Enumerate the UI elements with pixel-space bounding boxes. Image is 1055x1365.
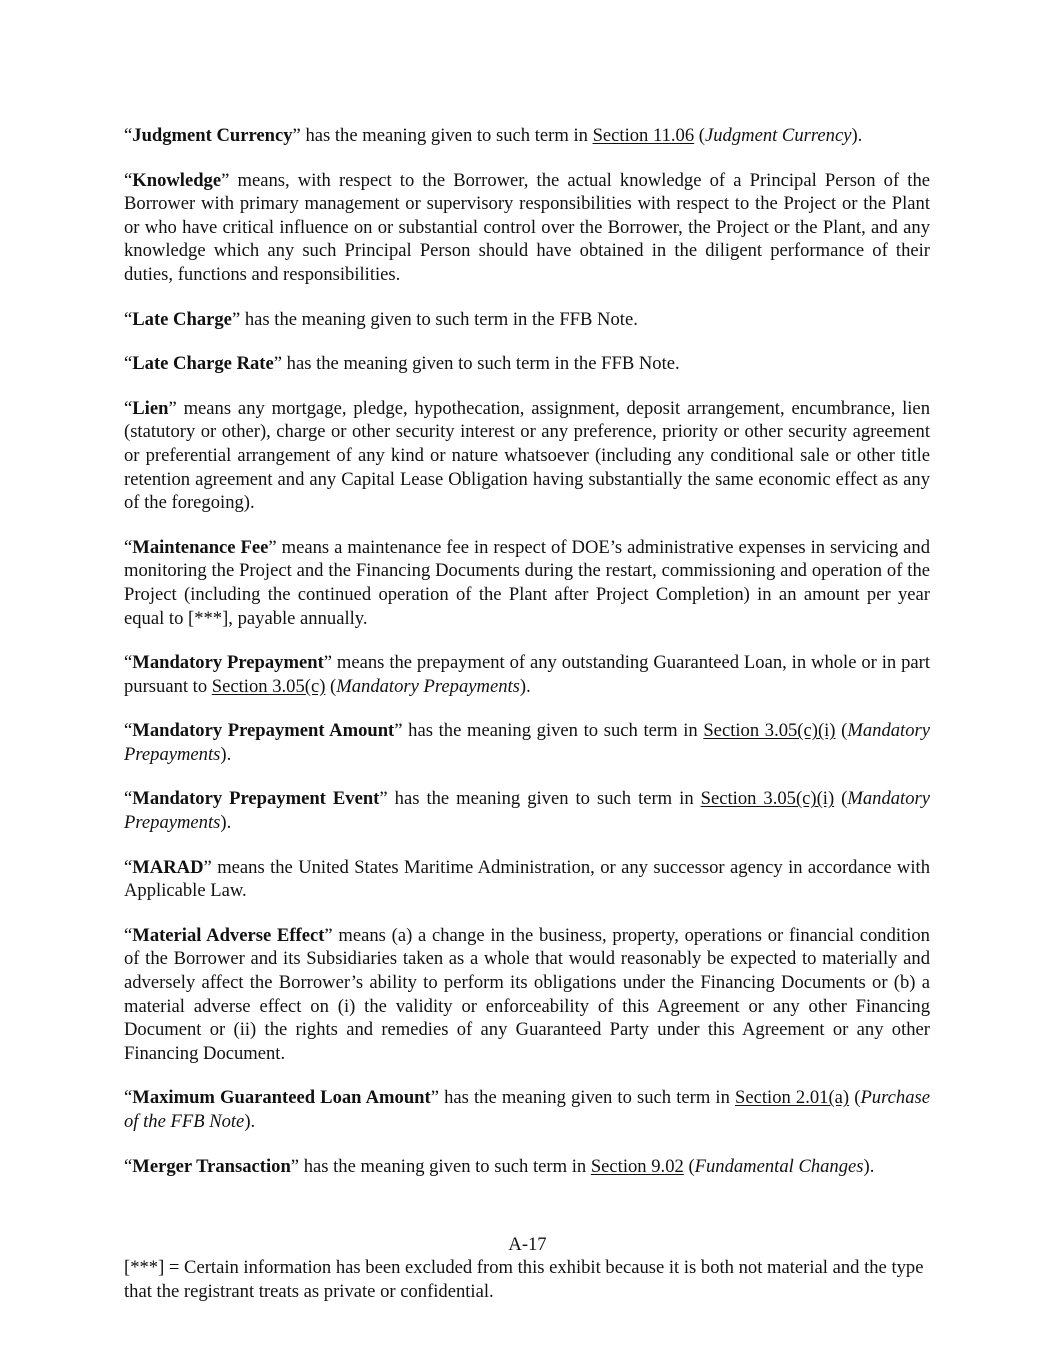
section-reference: Section 11.06 [592,125,695,146]
page-number: A-17 [508,1234,547,1255]
section-title: Mandatory Prepayments [124,788,930,834]
section-title: Fundamental Changes [694,1155,864,1177]
definition-knowledge: “Knowledge” means, with respect to the Borrower, the actual knowledge of a Principal Person of the Borrower with primary management or supervisory responsibilities with respect to the Project or the Plant or who have critical influence on or substantial control over the Borrower, the Project or the Plant, and any knowledge which any such Principal Person should have obtained in the diligent performance of their duties, functions and responsibilities. [124,169,930,285]
defined-term: MARAD [132,856,204,878]
section-reference: Section 9.02 [590,1155,684,1177]
defined-term: Merger Transaction [132,1155,291,1177]
definition-mandatory-prepayment-event: “Mandatory Prepayment Event” has the meaning given to such term in Section 3.05(c)(i) (Mandatory Prepayments). [124,788,930,834]
definition-merger-transaction: “Merger Transaction” has the meaning given to such term in Section 9.02 (Fundamental Changes). [124,1155,875,1177]
section-reference: Section 3.05(c)(i) [700,788,835,810]
defined-term: Judgment Currency [132,125,293,146]
section-reference: Section 3.05(c) [211,675,326,697]
defined-term: Knowledge [132,169,222,191]
section-title: Purchase of the FFB Note [124,1087,930,1132]
definition-maintenance-fee: “Maintenance Fee” means a maintenance fee in respect of DOE’s administrative expenses in servicing and monitoring the Project and the Financing Documents during the restart, commissioning and operation of the Project (including the continued operation of the Plant after Project Completion) in an amount per year equal to [***], payable annually. [124,536,930,629]
definition-maximum-guaranteed-loan-amount: “Maximum Guaranteed Loan Amount” has the meaning given to such term in Section 2.01(a) (Purchase of the FFB Note). [124,1087,930,1132]
defined-term: Late Charge Rate [132,353,274,375]
defined-term: Mandatory Prepayment Event [132,788,380,810]
definition-mandatory-prepayment-amount: “Mandatory Prepayment Amount” has the meaning given to such term in Section 3.05(c)(i) (Mandatory Prepayments). [124,720,930,765]
definition-judgment-currency: “Judgment Currency” has the meaning given to such term in Section 11.06 (Judgment Currency). [124,125,863,146]
definitions-list [124,124,930,1199]
defined-term: Maximum Guaranteed Loan Amount [132,1087,431,1109]
section-title: Mandatory Prepayments [124,720,930,765]
section-reference: Section 2.01(a) [735,1087,850,1109]
definition-lien: “Lien” means any mortgage, pledge, hypothecation, assignment, deposit arrangement, encumbrance, lien (statutory or other), charge or other security interest or any preference, priority or other security agreement or preferential arrangement of any kind or nature whatsoever (including any conditional sale or other title retention agreement and any Capital Lease Obligation having substantially the same economic effect as any of the foregoing). [124,397,930,514]
defined-term: Maintenance Fee [132,536,269,558]
section-reference: Section 3.05(c)(i) [703,720,836,742]
definition-mandatory-prepayment: “Mandatory Prepayment” means the prepayment of any outstanding Guaranteed Loan, in whole or in part pursuant to Section 3.05(c) (Mandatory Prepayments). [124,652,930,697]
section-title: Mandatory Prepayments [336,675,520,697]
definition-marad: “MARAD” means the United States Maritime Administration, or any successor agency in accordance with Applicable Law. [124,856,930,902]
definition-late-charge-rate: “Late Charge Rate” has the meaning given to such term in the FFB Note. [124,353,680,375]
defined-term: Lien [132,397,169,419]
defined-term: Mandatory Prepayment [132,652,324,674]
definition-late-charge: “Late Charge” has the meaning given to such term in the FFB Note. [124,308,638,330]
definition-material-adverse-effect: “Material Adverse Effect” means (a) a change in the business, property, operations or financial condition of the Borrower and its Subsidiaries taken as a whole that would reasonably be expected to materially and adversely affect the Borrower’s ability to perform its obligations under the Financing Documents or (b) a material adverse effect on (i) the validity or enforceability of this Agreement or any other Financing Document or (ii) the rights and remedies of any Guaranteed Party under this Agreement or any other Financing Document. [124,924,930,1064]
defined-term: Mandatory Prepayment Amount [132,720,395,742]
footnote: [***] = Certain information has been excluded from this exhibit because it is both not material and the type that the registrant treats as private or confidential. [124,1257,924,1302]
defined-term: Material Adverse Effect [132,924,325,946]
section-title: Judgment Currency [705,125,852,146]
defined-term: Late Charge [132,308,232,330]
